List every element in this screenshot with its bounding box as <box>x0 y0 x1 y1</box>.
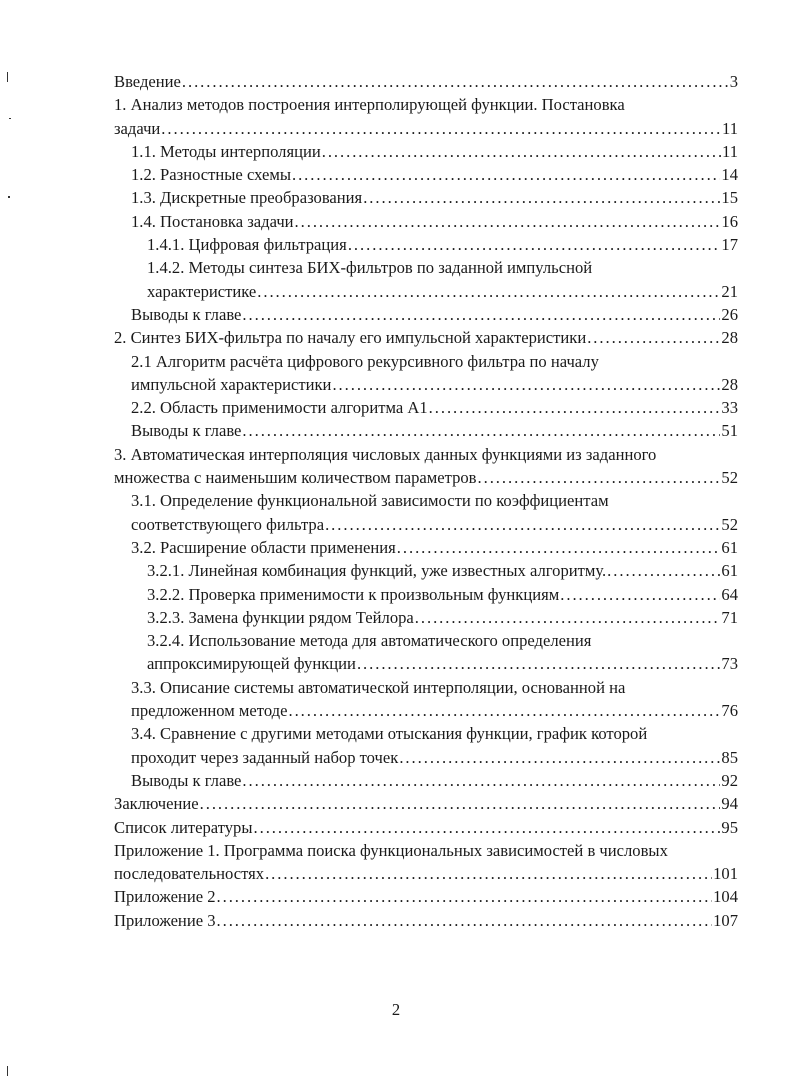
toc-entry-chapter-1-conclusions <box>114 303 738 326</box>
table-of-contents <box>114 70 738 932</box>
toc-entry-page: 61 <box>721 537 738 557</box>
dot-leader <box>607 559 720 582</box>
toc-entry-page: 28 <box>721 374 738 394</box>
toc-entry-title: Приложение 2 <box>114 887 216 907</box>
dot-leader <box>357 652 720 675</box>
toc-entry-title: Заключение <box>114 794 199 814</box>
toc-entry-3-2-2 <box>114 583 738 606</box>
toc-entry-title-line1: 1.4.2. Методы синтеза БИХ-фильтров по заданной импульсной <box>147 258 593 278</box>
dot-leader <box>200 792 721 815</box>
toc-entry-page: 52 <box>721 468 738 488</box>
toc-entry-3-2 <box>114 536 738 559</box>
toc-entry-page: 11 <box>722 118 738 138</box>
toc-entry-title-line1: 3.3. Описание системы автоматической интерполяции, основанной на <box>131 677 626 697</box>
toc-entry-chapter-1 <box>114 93 738 140</box>
toc-entry-page: 33 <box>721 398 738 418</box>
toc-entry-3-2-1 <box>114 559 738 582</box>
toc-entry-title: Выводы к главе <box>131 421 242 441</box>
page-number: 2 <box>391 1000 401 1019</box>
toc-entry-title: Приложение 3 <box>114 910 216 930</box>
toc-entry-page: 17 <box>721 235 738 255</box>
dot-leader <box>295 210 721 233</box>
toc-entry-appendix-2 <box>114 885 738 908</box>
toc-entry-title: Выводы к главе <box>131 770 242 790</box>
toc-entry-page: 21 <box>721 281 738 301</box>
toc-entry-title-line1: 1. Анализ методов построения интерполирующей функции. Постановка <box>114 95 625 115</box>
dot-leader <box>242 303 720 326</box>
toc-entry-1-4-1 <box>114 233 738 256</box>
toc-entry-page: 73 <box>721 654 738 674</box>
toc-entry-1-4-2 <box>114 256 738 303</box>
dot-leader <box>265 862 712 885</box>
dot-leader <box>348 233 721 256</box>
dot-leader <box>322 140 721 163</box>
toc-entry-3-2-4 <box>114 629 738 676</box>
dot-leader <box>242 769 720 792</box>
toc-entry-title: аппроксимирующей функции <box>147 654 356 674</box>
toc-entry-title: 2.2. Область применимости алгоритма А1 <box>131 398 428 418</box>
toc-entry-title: 3.2.1. Линейная комбинация функций, уже известных алгоритму. <box>147 561 607 581</box>
toc-entry-page: 104 <box>713 887 738 907</box>
toc-entry-title: проходит через заданный набор точек <box>131 747 399 767</box>
toc-entry-page: 94 <box>721 794 738 814</box>
toc-entry-title: задачи <box>114 118 161 138</box>
toc-entry-references <box>114 816 738 839</box>
dot-leader <box>560 583 720 606</box>
toc-entry-1-4 <box>114 210 738 233</box>
toc-entry-title: характеристике <box>147 281 257 301</box>
toc-entry-title-line1: Приложение 1. Программа поиска функциональных зависимостей в числовых <box>114 840 668 860</box>
toc-entry-page: 26 <box>721 304 738 324</box>
toc-entry-page: 92 <box>721 770 738 790</box>
dot-leader <box>587 326 720 349</box>
toc-entry-appendix-3 <box>114 909 738 932</box>
scan-mark <box>9 118 11 119</box>
dot-leader <box>332 373 720 396</box>
dot-leader <box>182 70 729 93</box>
toc-entry-page: 3 <box>729 72 738 91</box>
toc-entry-3-4 <box>114 722 738 769</box>
dot-leader <box>257 280 720 303</box>
toc-entry-title: 2. Синтез БИХ-фильтра по началу его импульсной характеристики <box>114 328 587 348</box>
dot-leader <box>325 513 720 536</box>
toc-entry-chapter-3-conclusions <box>114 769 738 792</box>
toc-entry-page: 28 <box>721 328 738 348</box>
toc-entry-title: 1.4. Постановка задачи <box>131 211 294 231</box>
toc-entry-title-line1: 3. Автоматическая интерполяция числовых данных функциями из заданного <box>114 444 657 464</box>
dot-leader <box>478 466 721 489</box>
toc-entry-title-line1: 2.1 Алгоритм расчёта цифрового рекурсивного фильтра по началу <box>131 351 599 371</box>
toc-entry-1-2 <box>114 163 738 186</box>
toc-entry-title: предложенном методе <box>131 701 288 721</box>
toc-entry-title: множества с наименьшим количеством параметров <box>114 468 477 488</box>
toc-entry-page: 16 <box>721 211 738 231</box>
toc-entry-conclusion <box>114 792 738 815</box>
toc-entry-title: Выводы к главе <box>131 304 242 324</box>
dot-leader <box>288 699 720 722</box>
toc-entry-1-1 <box>114 140 738 163</box>
toc-entry-1-3 <box>114 186 738 209</box>
dot-leader <box>161 117 721 140</box>
toc-entry-page: 52 <box>721 514 738 534</box>
toc-entry-3-3 <box>114 676 738 723</box>
toc-entry-title-line1: 3.2.4. Использование метода для автоматического определения <box>147 631 592 651</box>
dot-leader <box>254 816 721 839</box>
toc-entry-page: 51 <box>721 421 738 441</box>
toc-entry-title-line1: 3.4. Сравнение с другими методами отыскания функции, график которой <box>131 724 648 744</box>
dot-leader <box>292 163 720 186</box>
toc-entry-introduction <box>114 70 738 93</box>
toc-entry-title: 3.2. Расширение области применения <box>131 537 396 557</box>
toc-entry-title: 1.1. Методы интерполяции <box>131 141 321 161</box>
scan-mark <box>7 72 8 82</box>
toc-entry-title-line1: 3.1. Определение функциональной зависимости по коэффициентам <box>131 491 609 511</box>
toc-entry-page: 95 <box>721 817 738 837</box>
dot-leader <box>415 606 721 629</box>
toc-entry-chapter-2-conclusions <box>114 419 738 442</box>
dot-leader <box>429 396 721 419</box>
toc-entry-3-2-3 <box>114 606 738 629</box>
toc-entry-page: 107 <box>713 910 738 930</box>
toc-entry-page: 14 <box>721 165 738 185</box>
toc-entry-appendix-1 <box>114 839 738 886</box>
toc-entry-page: 76 <box>721 701 738 721</box>
toc-entry-3-1 <box>114 489 738 536</box>
toc-entry-title: Введение <box>114 72 181 91</box>
dot-leader <box>363 186 720 209</box>
toc-entry-page: 15 <box>721 188 738 208</box>
toc-entry-chapter-3 <box>114 443 738 490</box>
toc-entry-title: импульсной характеристики <box>131 374 332 394</box>
toc-entry-title: 3.2.2. Проверка применимости к произвольным функциям <box>147 584 560 604</box>
toc-entry-page: 71 <box>721 607 738 627</box>
toc-entry-chapter-2 <box>114 326 738 349</box>
scan-mark <box>7 1066 8 1076</box>
dot-leader <box>399 746 720 769</box>
toc-entry-page: 11 <box>722 141 738 161</box>
toc-entry-2-2 <box>114 396 738 419</box>
toc-entry-title: 1.3. Дискретные преобразования <box>131 188 363 208</box>
toc-entry-page: 64 <box>721 584 738 604</box>
toc-entry-title: соответствующего фильтра <box>131 514 325 534</box>
scan-mark <box>8 196 10 198</box>
dot-leader <box>242 419 720 442</box>
dot-leader <box>217 885 713 908</box>
toc-entry-2-1 <box>114 350 738 397</box>
toc-entry-page: 85 <box>721 747 738 767</box>
toc-entry-title: Список литературы <box>114 817 253 837</box>
toc-entry-title: последовательностях <box>114 864 265 884</box>
toc-entry-title: 1.4.1. Цифровая фильтрация <box>147 235 347 255</box>
dot-leader <box>217 909 713 932</box>
toc-entry-page: 61 <box>721 561 738 581</box>
dot-leader <box>397 536 721 559</box>
toc-entry-page: 101 <box>713 864 738 884</box>
toc-entry-title: 1.2. Разностные схемы <box>131 165 291 185</box>
toc-entry-title: 3.2.3. Замена функции рядом Тейлора <box>147 607 414 627</box>
